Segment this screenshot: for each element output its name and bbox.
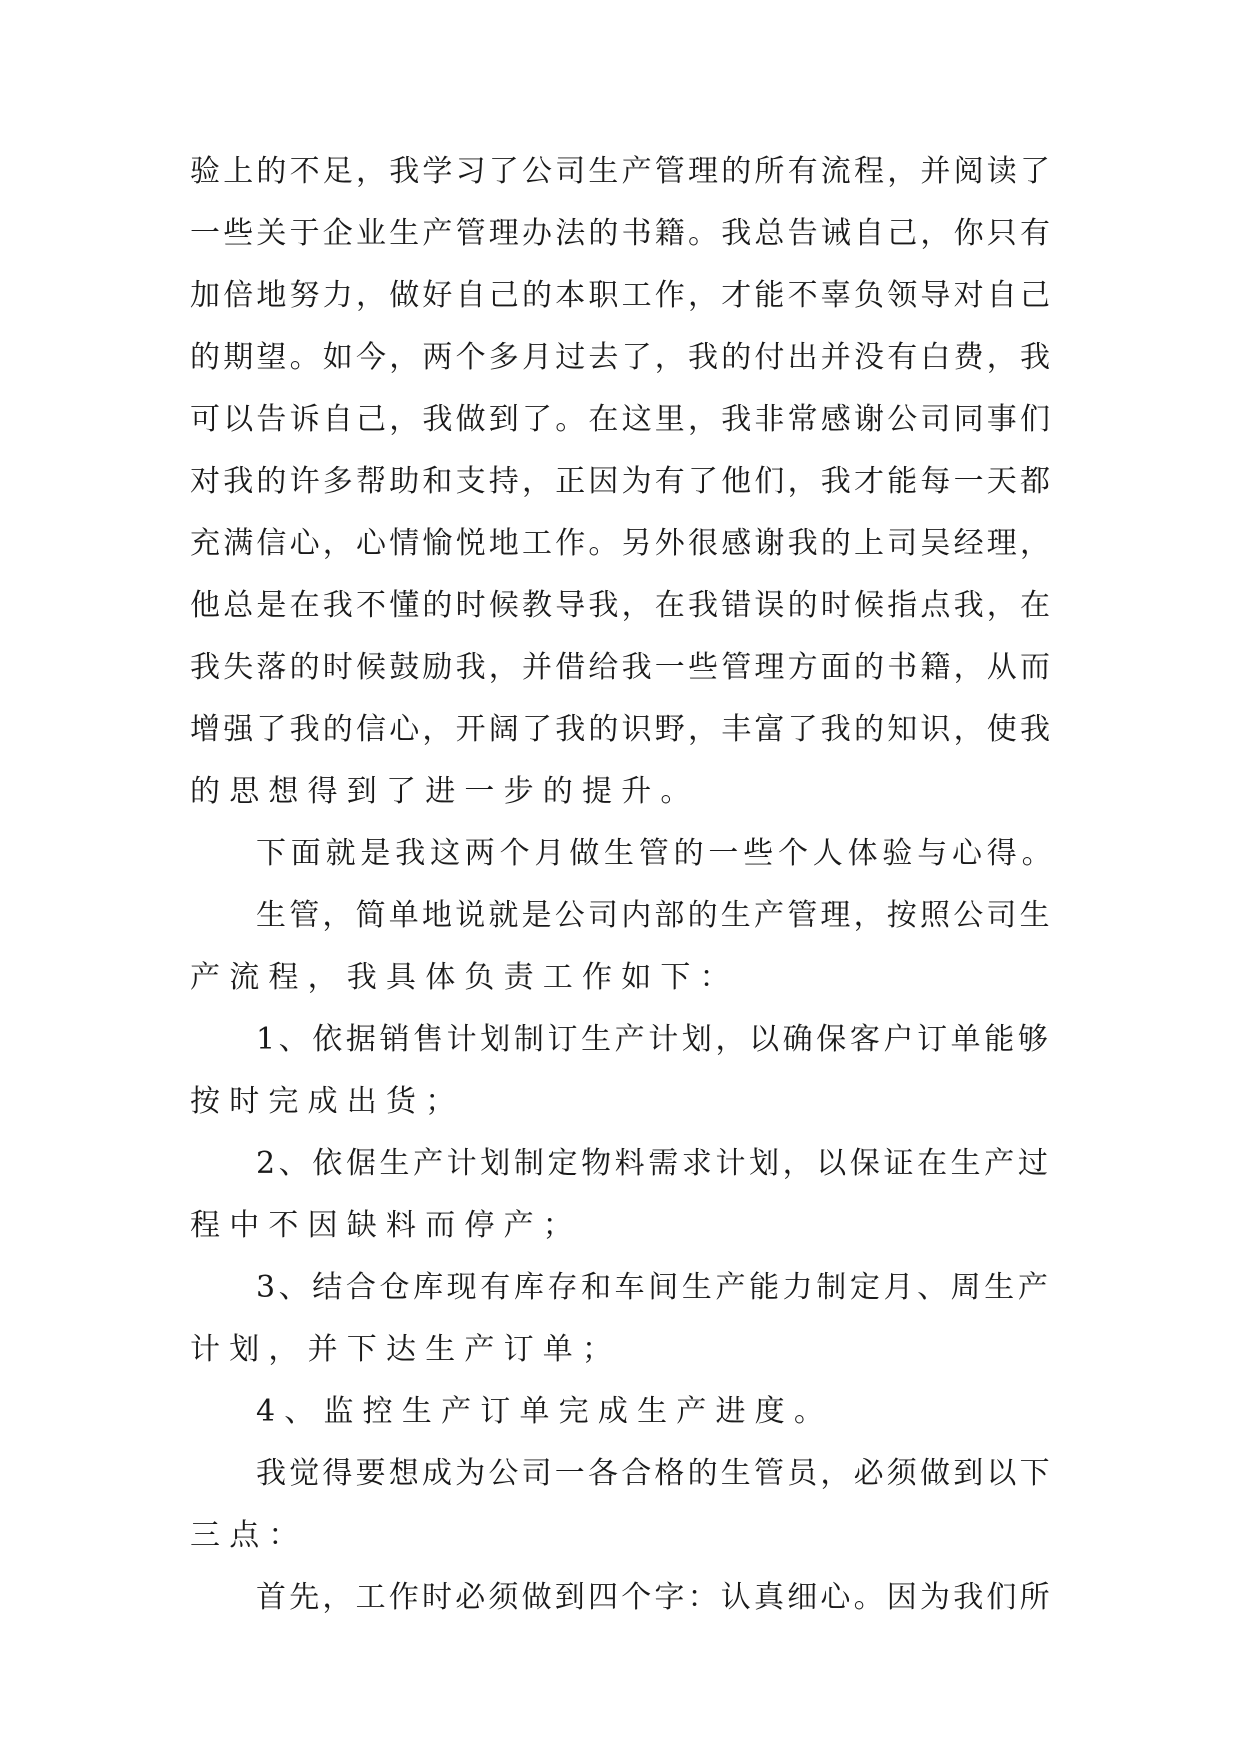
text-line: 加倍地努力，做好自己的本职工作，才能不辜负领导对自己 bbox=[190, 278, 1054, 313]
list-item-3: 3、结合仓库现有库存和车间生产能力制定月、周生产 bbox=[256, 1270, 1052, 1305]
paragraph-first-line: 下面就是我这两个月做生管的一些个人体验与心得。 bbox=[256, 836, 1057, 871]
list-item-2: 2、依倨生产计划制定物料需求计划，以保证在生产过 bbox=[256, 1146, 1052, 1181]
text-line: 的思想得到了进一步的提升。 bbox=[190, 774, 700, 809]
text-line: 计划，并下达生产订单； bbox=[190, 1332, 622, 1367]
text-line: 对我的许多帮助和支持，正因为有了他们，我才能每一天都 bbox=[190, 464, 1054, 499]
text-line: 充满信心，心情愉悦地工作。另外很感谢我的上司吴经理， bbox=[190, 526, 1054, 561]
text-line: 增强了我的信心，开阔了我的识野，丰富了我的知识，使我 bbox=[190, 712, 1054, 747]
list-item-1: 1、依据销售计划制订生产计划，以确保客户订单能够 bbox=[256, 1022, 1052, 1057]
text-line: 的期望。如今，两个多月过去了，我的付出并没有白费，我 bbox=[190, 340, 1054, 375]
text-line: 可以告诉自己，我做到了。在这里，我非常感谢公司同事们 bbox=[190, 402, 1054, 437]
text-line: 程中不因缺料而停产； bbox=[190, 1208, 582, 1243]
text-line: 一些关于企业生产管理办法的书籍。我总告诫自己，你只有 bbox=[190, 216, 1054, 251]
text-line: 他总是在我不懂的时候教导我，在我错误的时候指点我，在 bbox=[190, 588, 1054, 623]
text-line: 按时完成出货； bbox=[190, 1084, 465, 1119]
paragraph-first-line: 生管，简单地说就是公司内部的生产管理，按照公司生 bbox=[256, 898, 1053, 933]
text-line: 产流程，我具体负责工作如下： bbox=[190, 960, 739, 995]
paragraph-first-line: 我觉得要想成为公司一各合格的生管员，必须做到以下 bbox=[256, 1456, 1053, 1491]
paragraph-first-line: 首先，工作时必须做到四个字：认真细心。因为我们所 bbox=[256, 1580, 1053, 1615]
text-line: 三点： bbox=[190, 1518, 308, 1553]
text-line: 验上的不足，我学习了公司生产管理的所有流程，并阅读了 bbox=[190, 154, 1054, 189]
list-item-4: 4、监控生产订单完成生产进度。 bbox=[256, 1394, 834, 1429]
text-line: 我失落的时候鼓励我，并借给我一些管理方面的书籍，从而 bbox=[190, 650, 1054, 685]
